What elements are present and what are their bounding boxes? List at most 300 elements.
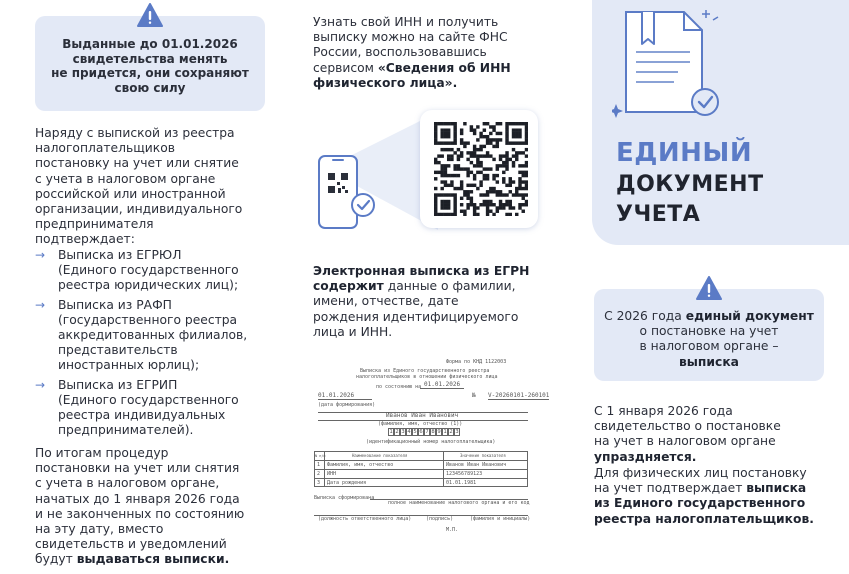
qr-module bbox=[486, 210, 489, 213]
qr-module bbox=[470, 171, 473, 174]
individuals-paragraph: Для физических лиц постановку на учет подтверждает выписка из Единого государственного реестра налогоплательщиков. bbox=[594, 466, 814, 526]
qr-module bbox=[492, 128, 495, 131]
title-line-1: ЕДИНЫЙ bbox=[616, 138, 753, 168]
qr-module bbox=[450, 174, 453, 177]
qr-module bbox=[434, 125, 437, 128]
qr-module bbox=[444, 203, 447, 206]
qr-module bbox=[486, 200, 489, 203]
qr-module bbox=[525, 174, 528, 177]
qr-module bbox=[515, 151, 518, 154]
qr-module bbox=[518, 184, 521, 187]
qr-module bbox=[505, 213, 508, 216]
qr-module bbox=[447, 132, 450, 135]
qr-module bbox=[473, 151, 476, 154]
qr-module bbox=[492, 203, 495, 206]
qr-module bbox=[476, 138, 479, 141]
doc-subtitle: налогоплательщиков в отношении физического лица bbox=[356, 374, 498, 380]
qr-module bbox=[444, 128, 447, 131]
qr-module bbox=[512, 154, 515, 157]
arrow-icon: → bbox=[35, 297, 46, 312]
qr-module bbox=[453, 200, 456, 203]
qr-module bbox=[489, 154, 492, 157]
qr-module bbox=[440, 174, 443, 177]
qr-module bbox=[447, 122, 450, 125]
qr-module bbox=[479, 132, 482, 135]
qr-module bbox=[489, 125, 492, 128]
qr-module bbox=[457, 187, 460, 190]
qr-module bbox=[496, 210, 499, 213]
qr-module bbox=[525, 138, 528, 141]
doc-title: Выписка из Единого государственного реестра bbox=[360, 368, 490, 374]
qr-module bbox=[447, 164, 450, 167]
qr-module bbox=[518, 187, 521, 190]
qr-module bbox=[447, 141, 450, 144]
qr-module bbox=[444, 193, 447, 196]
qr-module bbox=[509, 158, 512, 161]
qr-module bbox=[440, 128, 443, 131]
qr-module bbox=[489, 200, 492, 203]
qr-module bbox=[505, 125, 508, 128]
qr-module bbox=[505, 132, 508, 135]
qr-module bbox=[463, 145, 466, 148]
qr-module bbox=[492, 213, 495, 216]
qr-module bbox=[434, 171, 437, 174]
qr-module bbox=[463, 141, 466, 144]
qr-module bbox=[512, 180, 515, 183]
qr-module bbox=[460, 167, 463, 170]
qr-module bbox=[437, 154, 440, 157]
qr-module bbox=[483, 203, 486, 206]
qr-module bbox=[453, 174, 456, 177]
qr-module bbox=[453, 203, 456, 206]
qr-module bbox=[515, 193, 518, 196]
qr-module bbox=[470, 154, 473, 157]
qr-module bbox=[505, 128, 508, 131]
qr-module bbox=[522, 174, 525, 177]
qr-module bbox=[489, 167, 492, 170]
qr-module bbox=[453, 167, 456, 170]
qr-module bbox=[489, 187, 492, 190]
qr-module bbox=[457, 148, 460, 151]
inn-cells: 1 2 3 4 5 6 7 8 9 1 2 3 bbox=[389, 429, 459, 435]
qr-module bbox=[512, 148, 515, 151]
qr-module bbox=[453, 125, 456, 128]
qr-module bbox=[470, 184, 473, 187]
qr-module bbox=[492, 187, 495, 190]
qr-module bbox=[450, 148, 453, 151]
qr-module bbox=[453, 138, 456, 141]
title-line-2: ДОКУМЕНТ bbox=[616, 172, 764, 197]
qr-module bbox=[460, 180, 463, 183]
qr-module bbox=[492, 174, 495, 177]
qr-module bbox=[470, 200, 473, 203]
qr-module bbox=[518, 180, 521, 183]
qr-module bbox=[440, 154, 443, 157]
qr-module bbox=[470, 190, 473, 193]
qr-module bbox=[453, 135, 456, 138]
arrow-icon: → bbox=[35, 248, 46, 262]
qr-module bbox=[522, 180, 525, 183]
qr-module bbox=[512, 206, 515, 209]
qr-module bbox=[499, 206, 502, 209]
qr-module bbox=[499, 200, 502, 203]
qr-module bbox=[444, 180, 447, 183]
qr-module bbox=[486, 177, 489, 180]
qr-module bbox=[444, 213, 447, 216]
qr-module bbox=[483, 128, 486, 131]
qr-module bbox=[492, 138, 495, 141]
qr-module bbox=[444, 135, 447, 138]
qr-module bbox=[496, 164, 499, 167]
qr-module bbox=[466, 193, 469, 196]
qr-module bbox=[444, 141, 447, 144]
qr-module bbox=[492, 177, 495, 180]
qr-module bbox=[466, 158, 469, 161]
qr-module bbox=[460, 128, 463, 131]
qr-module bbox=[509, 122, 512, 125]
qr-module bbox=[525, 128, 528, 131]
qr-module bbox=[525, 180, 528, 183]
egrn-text: Электронная выписка из ЕГРН содержит данные о фамилии, имени, отчестве, дате рождения идентифицируемого лица и ИНН. bbox=[313, 264, 530, 339]
qr-module bbox=[515, 141, 518, 144]
qr-module bbox=[463, 167, 466, 170]
qr-module bbox=[440, 187, 443, 190]
warning-icon bbox=[696, 276, 722, 300]
qr-module bbox=[444, 200, 447, 203]
arrow-icon: → bbox=[35, 377, 46, 392]
qr-module bbox=[450, 154, 453, 157]
list-item: → Выписка из ЕГРЮЛ (Единого государственного реестра юридических лиц); bbox=[35, 248, 239, 293]
qr-module bbox=[473, 213, 476, 216]
qr-module bbox=[460, 132, 463, 135]
qr-module bbox=[440, 206, 443, 209]
qr-module bbox=[466, 197, 469, 200]
qr-module bbox=[450, 122, 453, 125]
date-caption: (дата формирования) bbox=[318, 402, 376, 408]
qr-module bbox=[496, 180, 499, 183]
qr-module bbox=[466, 203, 469, 206]
qr-module bbox=[476, 158, 479, 161]
notice-text: Выданные до 01.01.2026 свидетельства менять не придется, они сохраняют свою силу bbox=[51, 37, 249, 95]
qr-module bbox=[453, 132, 456, 135]
qr-module bbox=[499, 193, 502, 196]
qr-module bbox=[525, 135, 528, 138]
qr-module bbox=[505, 138, 508, 141]
qr-module bbox=[463, 193, 466, 196]
qr-module bbox=[515, 128, 518, 131]
qr-module bbox=[440, 200, 443, 203]
qr-module bbox=[434, 141, 437, 144]
qr-module bbox=[505, 193, 508, 196]
table-cell: 3 bbox=[317, 480, 321, 486]
qr-module bbox=[460, 151, 463, 154]
qr-module bbox=[476, 125, 479, 128]
qr-module bbox=[447, 193, 450, 196]
qr-module bbox=[483, 145, 486, 148]
qr-module bbox=[450, 193, 453, 196]
qr-module bbox=[525, 187, 528, 190]
qr-module bbox=[463, 122, 466, 125]
qr-module bbox=[447, 184, 450, 187]
issued-caption: полное наименование налогового органа и его код bbox=[388, 500, 530, 506]
qr-module bbox=[466, 141, 469, 144]
qr-module bbox=[453, 151, 456, 154]
qr-module bbox=[473, 177, 476, 180]
qr-module bbox=[479, 184, 482, 187]
qr-module bbox=[473, 184, 476, 187]
qr-module bbox=[457, 154, 460, 157]
qr-module bbox=[522, 151, 525, 154]
table-cell: 123456789123 bbox=[446, 471, 483, 477]
qr-module bbox=[440, 135, 443, 138]
qr-module bbox=[434, 161, 437, 164]
qr-module bbox=[453, 210, 456, 213]
qr-module bbox=[437, 122, 440, 125]
qr-module bbox=[479, 161, 482, 164]
qr-module bbox=[502, 171, 505, 174]
qr-module bbox=[496, 141, 499, 144]
qr-module bbox=[434, 206, 437, 209]
qr-module bbox=[453, 193, 456, 196]
table-cell: 2 bbox=[317, 471, 321, 477]
qr-module bbox=[434, 177, 437, 180]
qr-module bbox=[512, 122, 515, 125]
qr-module bbox=[476, 187, 479, 190]
qr-module bbox=[496, 132, 499, 135]
qr-module bbox=[476, 148, 479, 151]
qr-module bbox=[473, 206, 476, 209]
qr-module bbox=[502, 154, 505, 157]
qr-module bbox=[505, 161, 508, 164]
qr-module bbox=[479, 171, 482, 174]
qr-module bbox=[522, 187, 525, 190]
qr-module bbox=[440, 141, 443, 144]
qr-module bbox=[444, 164, 447, 167]
qr-module bbox=[434, 135, 437, 138]
qr-module bbox=[509, 177, 512, 180]
qr-module bbox=[447, 128, 450, 131]
qr-module bbox=[502, 193, 505, 196]
qr-module bbox=[505, 200, 508, 203]
qr-module bbox=[476, 171, 479, 174]
qr-module bbox=[512, 193, 515, 196]
qr-module bbox=[518, 132, 521, 135]
qr-module bbox=[525, 184, 528, 187]
qr-module bbox=[470, 151, 473, 154]
qr-module bbox=[483, 167, 486, 170]
qr-module bbox=[499, 138, 502, 141]
qr-module bbox=[505, 203, 508, 206]
qr-module bbox=[437, 171, 440, 174]
inn-caption: (идентификационный номер налогоплательщика) bbox=[366, 439, 496, 445]
qr-module bbox=[522, 171, 525, 174]
qr-module bbox=[447, 135, 450, 138]
table-header: Наименование показателя bbox=[352, 453, 408, 458]
qr-module bbox=[473, 128, 476, 131]
qr-module bbox=[457, 164, 460, 167]
qr-module bbox=[434, 122, 437, 125]
qr-module bbox=[509, 180, 512, 183]
qr-module bbox=[512, 128, 515, 131]
qr-module bbox=[447, 206, 450, 209]
qr-module bbox=[486, 138, 489, 141]
qr-module bbox=[525, 141, 528, 144]
qr-module bbox=[440, 193, 443, 196]
abolished-paragraph: С 1 января 2026 года свидетельство о постановке на учет в налоговом органе упраздняется. bbox=[594, 404, 781, 464]
qr-module bbox=[515, 158, 518, 161]
qr-module bbox=[509, 206, 512, 209]
qr-module bbox=[518, 141, 521, 144]
qr-module bbox=[434, 210, 437, 213]
qr-module bbox=[515, 187, 518, 190]
qr-module bbox=[505, 158, 508, 161]
qr-module bbox=[525, 132, 528, 135]
qr-module bbox=[447, 158, 450, 161]
qr-module bbox=[460, 210, 463, 213]
qr-module bbox=[522, 193, 525, 196]
qr-module bbox=[502, 164, 505, 167]
qr-module bbox=[450, 184, 453, 187]
qr-module bbox=[522, 141, 525, 144]
qr-module bbox=[453, 141, 456, 144]
qr-module bbox=[505, 151, 508, 154]
qr-module bbox=[473, 132, 476, 135]
qr-module bbox=[525, 203, 528, 206]
qr-module bbox=[522, 203, 525, 206]
qr-module bbox=[466, 190, 469, 193]
qr-module bbox=[515, 132, 518, 135]
qr-module bbox=[499, 164, 502, 167]
state-label: по состоянию на bbox=[376, 384, 422, 390]
qr-module bbox=[496, 122, 499, 125]
qr-module bbox=[525, 193, 528, 196]
qr-module bbox=[518, 203, 521, 206]
qr-module bbox=[447, 174, 450, 177]
qr-module bbox=[447, 154, 450, 157]
qr-module bbox=[479, 193, 482, 196]
qr-module bbox=[489, 141, 492, 144]
qr-module bbox=[489, 138, 492, 141]
qr-module bbox=[525, 125, 528, 128]
qr-module bbox=[502, 203, 505, 206]
title-line-3: УЧЕТА bbox=[616, 202, 701, 227]
qr-module bbox=[499, 132, 502, 135]
qr-module bbox=[440, 132, 443, 135]
qr-code[interactable] bbox=[434, 122, 528, 216]
qr-module bbox=[483, 154, 486, 157]
qr-module bbox=[522, 122, 525, 125]
qr-module bbox=[499, 122, 502, 125]
qr-module bbox=[444, 148, 447, 151]
qr-module bbox=[434, 203, 437, 206]
qr-module bbox=[463, 210, 466, 213]
table-header: N п/п bbox=[315, 454, 326, 458]
qr-module bbox=[486, 151, 489, 154]
qr-module bbox=[476, 154, 479, 157]
qr-module bbox=[444, 206, 447, 209]
qr-module bbox=[505, 164, 508, 167]
qr-module bbox=[492, 158, 495, 161]
qr-module bbox=[525, 164, 528, 167]
table-divider bbox=[314, 469, 528, 470]
qr-module bbox=[440, 167, 443, 170]
qr-module bbox=[457, 167, 460, 170]
qr-module bbox=[470, 203, 473, 206]
qr-module bbox=[496, 193, 499, 196]
qr-module bbox=[509, 190, 512, 193]
qr-module bbox=[502, 206, 505, 209]
qr-module bbox=[483, 193, 486, 196]
table-header: Значение показателя bbox=[460, 453, 506, 458]
qr-module bbox=[440, 122, 443, 125]
qr-module bbox=[515, 122, 518, 125]
qr-module bbox=[440, 213, 443, 216]
qr-module bbox=[502, 180, 505, 183]
qr-module bbox=[437, 141, 440, 144]
sign-caption: (должность ответственного лица) bbox=[318, 516, 412, 522]
qr-module bbox=[479, 148, 482, 151]
qr-module bbox=[518, 151, 521, 154]
qr-module bbox=[479, 145, 482, 148]
qr-module bbox=[470, 161, 473, 164]
qr-module bbox=[473, 145, 476, 148]
qr-module bbox=[434, 128, 437, 131]
qr-module bbox=[486, 135, 489, 138]
qr-module bbox=[518, 206, 521, 209]
qr-module bbox=[434, 197, 437, 200]
qr-module bbox=[509, 213, 512, 216]
qr-module bbox=[434, 132, 437, 135]
issued-label: Выписка сформирована bbox=[314, 495, 375, 501]
qr-module bbox=[496, 190, 499, 193]
qr-module bbox=[479, 164, 482, 167]
qr-module bbox=[470, 128, 473, 131]
qr-module bbox=[463, 213, 466, 216]
qr-module bbox=[489, 132, 492, 135]
qr-module bbox=[453, 213, 456, 216]
qr-module bbox=[444, 122, 447, 125]
qr-module bbox=[509, 141, 512, 144]
qr-module bbox=[489, 190, 492, 193]
qr-module bbox=[512, 135, 515, 138]
qr-module bbox=[476, 161, 479, 164]
qr-module bbox=[447, 200, 450, 203]
qr-module bbox=[502, 161, 505, 164]
qr-module bbox=[466, 167, 469, 170]
qr-module bbox=[515, 213, 518, 216]
qr-module bbox=[505, 167, 508, 170]
qr-module bbox=[486, 193, 489, 196]
intro-paragraph: Наряду с выпиской из реестра налогоплательщиков постановку на учет или снятие с учета в налоговом органе российской или иностранной организации, индивидуального предпринимателя подтверждает: bbox=[35, 126, 243, 247]
qr-module bbox=[525, 148, 528, 151]
qr-module bbox=[496, 138, 499, 141]
qr-module bbox=[496, 167, 499, 170]
qr-module bbox=[525, 154, 528, 157]
table-cell: Фамилия, имя, отчество bbox=[327, 462, 394, 468]
qr-module bbox=[486, 122, 489, 125]
qr-module bbox=[486, 206, 489, 209]
qr-module bbox=[466, 174, 469, 177]
table-cell: Дата рождения bbox=[327, 480, 367, 486]
qr-module bbox=[499, 190, 502, 193]
document-check-icon bbox=[612, 6, 722, 124]
qr-module bbox=[505, 154, 508, 157]
qr-module bbox=[476, 213, 479, 216]
qr-module bbox=[460, 141, 463, 144]
qr-module bbox=[499, 158, 502, 161]
qr-module bbox=[453, 206, 456, 209]
list-item: → Выписка из ЕГРИП (Единого государственного реестра индивидуальных предпринимателей). bbox=[35, 377, 239, 438]
